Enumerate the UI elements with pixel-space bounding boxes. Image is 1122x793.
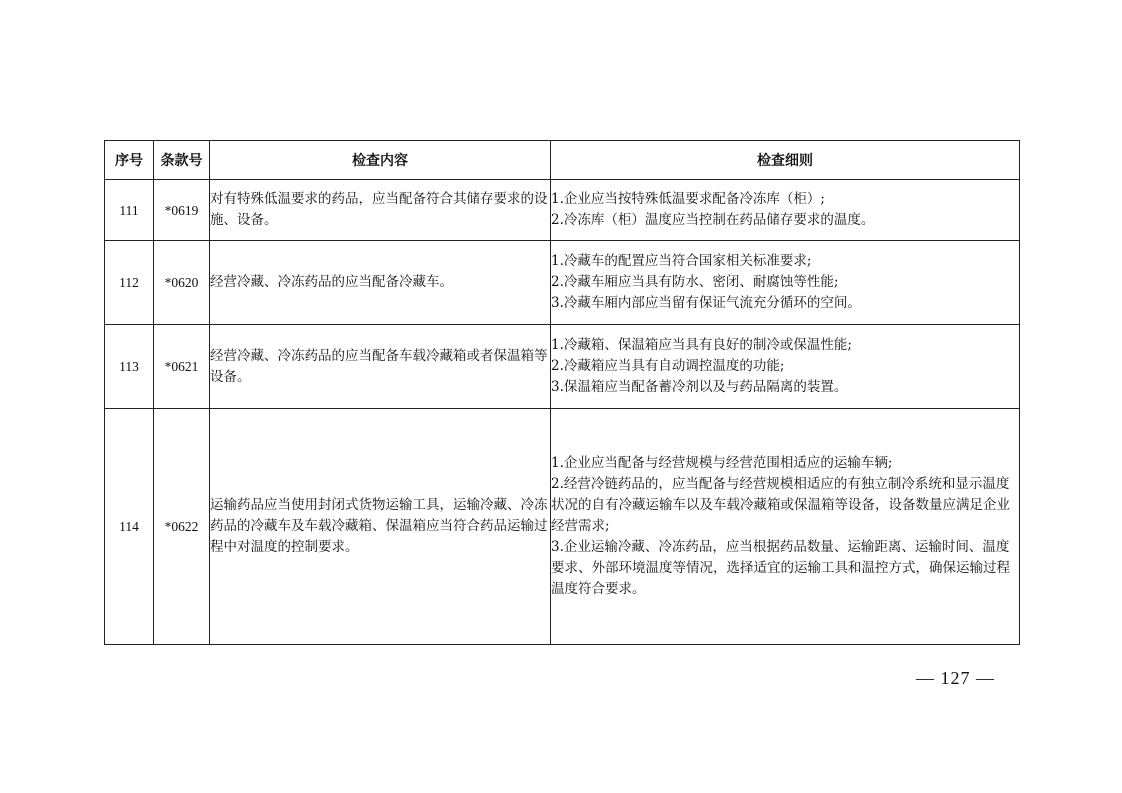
detail-item: 2.冷冻库（柜）温度应当控制在药品储存要求的温度。 bbox=[551, 212, 875, 228]
detail-item: 1.冷藏箱、保温箱应当具有良好的制冷或保温性能; bbox=[551, 337, 852, 353]
row-content: 运输药品应当使用封闭式货物运输工具，运输冷藏、冷冻药品的冷藏车及车载冷藏箱、保温箱应当符合药品运输过程中对温度的控制要求。 bbox=[210, 409, 551, 645]
header-content: 检查内容 bbox=[210, 141, 551, 180]
detail-item: 1.企业应当按特殊低温要求配备冷冻库（柜）; bbox=[551, 191, 825, 207]
detail-item: 3.保温箱应当配备蓄冷剂以及与药品隔离的装置。 bbox=[551, 379, 848, 395]
row-seq: 112 bbox=[105, 241, 154, 325]
row-seq: 111 bbox=[105, 180, 154, 241]
detail-item: 3.冷藏车厢内部应当留有保证气流充分循环的空间。 bbox=[551, 295, 861, 311]
detail-item: 2.经营冷链药品的，应当配备与经营规模相适应的有独立制冷系统和显示温度状况的自有冷藏运输车以及车载冷藏箱或保温箱等设备，设备数量应满足企业经营需求; bbox=[551, 476, 1010, 534]
row-clause: *0622 bbox=[154, 409, 210, 645]
header-clause: 条款号 bbox=[154, 141, 210, 180]
detail-item: 1.企业应当配备与经营规模与经营范围相适应的运输车辆; bbox=[551, 455, 893, 471]
header-details: 检查细则 bbox=[551, 141, 1020, 180]
row-content: 经营冷藏、冷冻药品的应当配备车载冷藏箱或者保温箱等设备。 bbox=[210, 325, 551, 409]
page-number: — 127 — bbox=[916, 668, 995, 688]
row-clause: *0619 bbox=[154, 180, 210, 241]
row-details bbox=[551, 241, 1020, 325]
inspection-table bbox=[104, 140, 1020, 645]
row-seq: 114 bbox=[105, 409, 154, 645]
row-details bbox=[551, 409, 1020, 645]
table-row bbox=[105, 241, 1020, 325]
row-clause: *0620 bbox=[154, 241, 210, 325]
table-row bbox=[105, 409, 1020, 645]
row-content: 对有特殊低温要求的药品，应当配备符合其储存要求的设施、设备。 bbox=[210, 180, 551, 241]
row-details bbox=[551, 325, 1020, 409]
table-header-row bbox=[105, 141, 1020, 180]
row-seq: 113 bbox=[105, 325, 154, 409]
table-row bbox=[105, 325, 1020, 409]
detail-item: 2.冷藏车厢应当具有防水、密闭、耐腐蚀等性能; bbox=[551, 274, 839, 290]
detail-item: 3.企业运输冷藏、冷冻药品，应当根据药品数量、运输距离、运输时间、温度要求、外部环境温度等情况，选择适宜的运输工具和温控方式，确保运输过程温度符合要求。 bbox=[551, 539, 1010, 597]
detail-item: 1.冷藏车的配置应当符合国家相关标准要求; bbox=[551, 253, 812, 269]
row-clause: *0621 bbox=[154, 325, 210, 409]
row-details bbox=[551, 180, 1020, 241]
detail-item: 2.冷藏箱应当具有自动调控温度的功能; bbox=[551, 358, 785, 374]
row-content: 经营冷藏、冷冻药品的应当配备冷藏车。 bbox=[210, 241, 551, 325]
header-seq: 序号 bbox=[105, 141, 154, 180]
table-row bbox=[105, 180, 1020, 241]
